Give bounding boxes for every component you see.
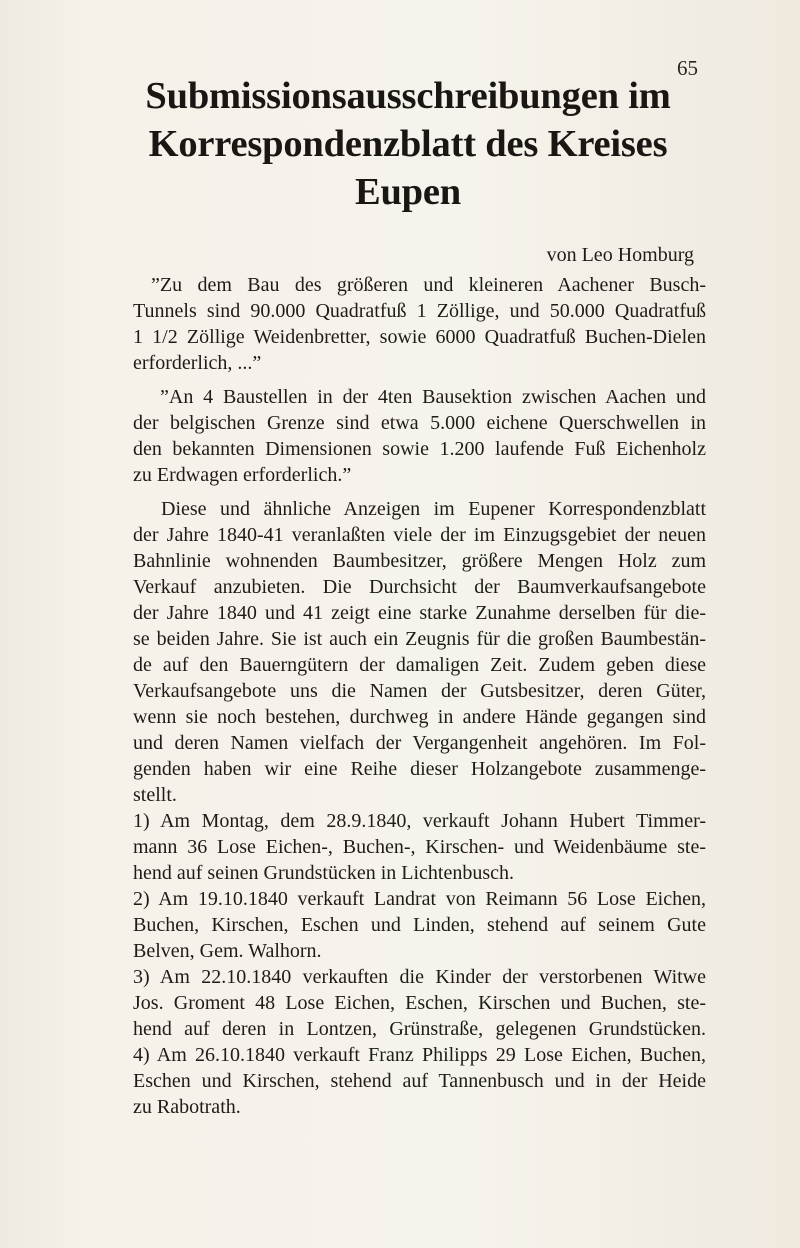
text-line: de auf den Bauerngütern der damaligen Zeit. Zudem geben diese (133, 654, 706, 676)
text-line: Bahnlinie wohnenden Baumbesitzer, größere Mengen Holz zum (133, 550, 706, 572)
title-line: Korrespondenzblatt des Kreises (148, 123, 668, 165)
text-line: Verkaufsangebote uns die Namen der Gutsbesitzer, deren Güter, (133, 680, 706, 702)
article-body (133, 272, 706, 1120)
text-line: der belgischen Grenze sind etwa 5.000 eichene Querschwellen in (133, 412, 706, 434)
text-line: wenn sie noch bestehen, durchweg in andere Hände gegangen sind (133, 706, 706, 728)
list-item (133, 964, 706, 1042)
text-line: stellt. (133, 784, 177, 806)
text-line: Diese und ähnliche Anzeigen im Eupener Korrespondenzblatt (161, 498, 706, 520)
text-line: Belven, Gem. Walhorn. (133, 940, 322, 962)
quote-paragraph-2 (133, 384, 706, 488)
text-line: hend auf deren in Lontzen, Grünstraße, gelegenen Grundstücken. (133, 1018, 706, 1040)
text-line: genden haben wir eine Reihe dieser Holzangebote zusammenge- (133, 758, 706, 780)
list-item (133, 886, 706, 964)
page-number: 65 (677, 56, 698, 80)
text-line: 1) Am Montag, dem 28.9.1840, verkauft Johann Hubert Timmer- (133, 810, 706, 832)
text-line: ”Zu dem Bau des größeren und kleineren Aachener Busch- (151, 274, 706, 296)
text-line: der Jahre 1840 und 41 zeigt eine starke Zunahme derselben für die- (133, 602, 706, 624)
text-line: Buchen, Kirschen, Eschen und Linden, stehend auf seinem Gute (133, 914, 706, 936)
text-line: der Jahre 1840-41 veranlaßten viele der im Einzugsgebiet der neuen (133, 524, 706, 546)
text-line: 1 1/2 Zöllige Weidenbretter, sowie 6000 Quadratfuß Buchen-Dielen (133, 326, 706, 348)
title-line: Submissionsausschreibungen im (145, 75, 671, 117)
list-item (133, 808, 706, 886)
text-line: 3) Am 22.10.1840 verkauften die Kinder der verstorbenen Witwe (133, 966, 706, 988)
text-line: ”An 4 Baustellen in der 4ten Bausektion zwischen Aachen und (160, 386, 706, 408)
text-line: erforderlich, ...” (133, 352, 262, 374)
list-item (133, 1042, 706, 1120)
author-byline: von Leo Homburg (546, 244, 694, 266)
text-line: 2) Am 19.10.1840 verkauft Landrat von Reimann 56 Lose Eichen, (133, 888, 706, 910)
text-line: se beiden Jahre. Sie ist auch ein Zeugnis für die großen Baumbestän- (133, 628, 706, 650)
text-line: zu Erdwagen erforderlich.” (133, 464, 352, 486)
title-line: Eupen (354, 171, 461, 213)
text-line: zu Rabotrath. (133, 1096, 241, 1118)
text-line: 4) Am 26.10.1840 verkauft Franz Philipps 29 Lose Eichen, Buchen, (133, 1044, 706, 1066)
text-line: und deren Namen vielfach der Vergangenheit angehören. Im Fol- (133, 732, 706, 754)
text-line: Jos. Groment 48 Lose Eichen, Eschen, Kirschen und Buchen, ste- (133, 992, 706, 1014)
article-title (130, 72, 686, 216)
text-line: den bekannten Dimensionen sowie 1.200 laufende Fuß Eichenholz (133, 438, 706, 460)
quote-paragraph-1 (133, 272, 706, 376)
intro-paragraph (133, 496, 706, 808)
text-line: Eschen und Kirschen, stehend auf Tannenbusch und in der Heide (133, 1070, 706, 1092)
text-line: hend auf seinen Grundstücken in Lichtenbusch. (133, 862, 515, 884)
text-line: mann 36 Lose Eichen-, Buchen-, Kirschen- und Weidenbäume ste- (133, 836, 706, 858)
text-line: Verkauf anzubieten. Die Durchsicht der Baumverkaufsangebote (133, 576, 706, 598)
text-line: Tunnels sind 90.000 Quadratfuß 1 Zöllige, und 50.000 Quadratfuß (133, 300, 706, 322)
